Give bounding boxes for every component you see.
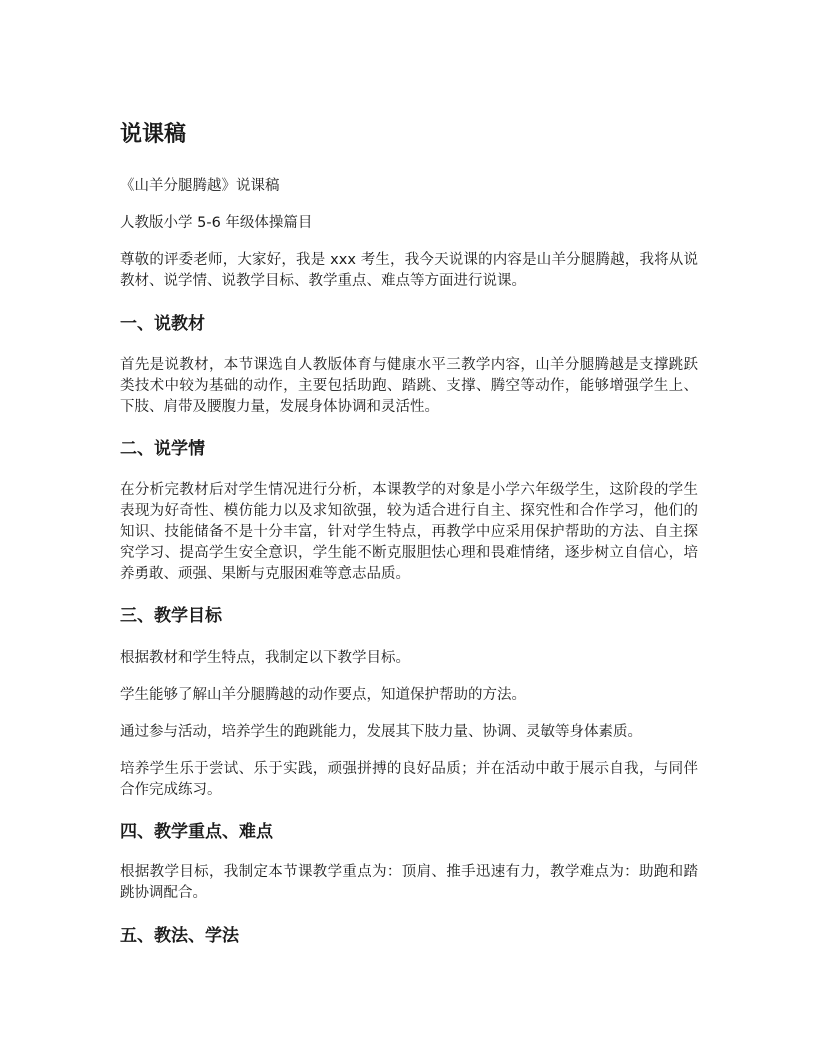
section-heading-students: 二、说学情 xyxy=(120,439,205,459)
section-heading-key-points: 四、教学重点、难点 xyxy=(120,822,273,842)
document-source: 人教版小学 5-6 年级体操篇目 xyxy=(120,215,313,231)
section-heading-objectives: 三、教学目标 xyxy=(120,606,222,626)
section-heading-textbook: 一、说教材 xyxy=(120,314,205,334)
key-points-paragraph: 根据教学目标，我制定本节课教学重点为：顶肩、推手迅速有力，教学难点为：助跑和踏跳协调配合。 xyxy=(120,864,698,901)
objectives-paragraph: 学生能够了解山羊分腿腾越的动作要点，知道保护帮助的方法。 xyxy=(120,687,526,703)
section-textbook-paragraph: 首先是说教材，本节课选自人教版体育与健康水平三教学内容，山羊分腿腾越是支撑跳跃类技术中较为基础的动作，主要包括助跑、踏跳、支撑、腾空等动作，能够增强学生上、下肢、肩带及腰腹力量，发展身体协调和灵活性。 xyxy=(120,357,698,415)
section-heading-methods: 五、教法、学法 xyxy=(120,926,239,946)
intro-paragraph: 尊敬的评委老师，大家好，我是 xxx 考生，我今天说课的内容是山羊分腿腾越，我将从说教材、说学情、说教学目标、教学重点、难点等方面进行说课。 xyxy=(120,252,698,289)
objectives-paragraph: 根据教材和学生特点，我制定以下教学目标。 xyxy=(120,650,410,666)
objectives-paragraph: 培养学生乐于尝试、乐于实践，顽强拼搏的良好品质；并在活动中敢于展示自我，与同伴合作完成练习。 xyxy=(120,761,698,798)
section-students-paragraph: 在分析完教材后对学生情况进行分析，本课教学的对象是小学六年级学生，这阶段的学生表现为好奇性、模仿能力以及求知欲强，较为适合进行自主、探究性和合作学习，他们的知识、技能储备不是十分丰富，针对学生特点，再教学中应采用保护帮助的方法、自主探究学习、提高学生安全意识，学生能不断克服胆怯心理和畏难情绪，逐步树立自信心，培养勇敢、顽强、果断与克服困难等意志品质。 xyxy=(120,482,698,582)
document-title: 说课稿 xyxy=(120,122,187,147)
document-subtitle: 《山羊分腿腾越》说课稿 xyxy=(120,178,280,194)
objectives-paragraph: 通过参与活动，培养学生的跑跳能力，发展其下肢力量、协调、灵敏等身体素质。 xyxy=(120,724,642,740)
